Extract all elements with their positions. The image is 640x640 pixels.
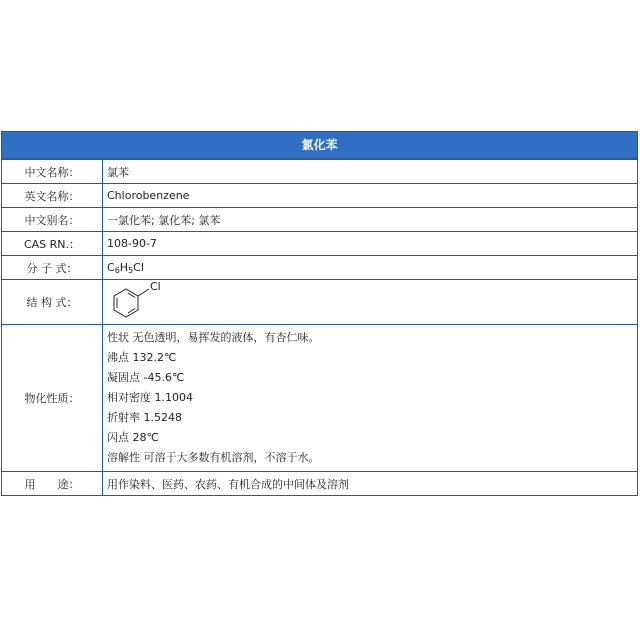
property-table	[1, 159, 638, 496]
label-properties: 物化性质：	[2, 325, 103, 472]
row-cas	[2, 232, 638, 256]
property-relative-density: 相对密度 1.1004	[107, 391, 193, 404]
label-alias: 中文别名：	[2, 208, 103, 232]
property-appearance: 性状 无色透明，易挥发的液体，有杏仁味。	[107, 331, 320, 344]
value-cas: 108-90-7	[103, 232, 638, 256]
row-formula	[2, 256, 638, 280]
chemical-info-sheet	[1, 131, 638, 496]
row-english-name	[2, 184, 638, 208]
c-cl-bond	[138, 289, 149, 296]
value-english-name: Chlorobenzene	[103, 184, 638, 208]
formula-h-count: 5	[128, 265, 134, 275]
property-boiling-point: 沸点 132.2℃	[107, 351, 177, 364]
row-alias	[2, 208, 638, 232]
value-formula	[103, 256, 638, 280]
label-structure: 结 构 式：	[2, 280, 103, 325]
label-chinese-name: 中文名称：	[2, 160, 103, 184]
formula-c: C	[107, 260, 115, 274]
value-alias: 一氯化苯; 氯化苯; 氯苯	[103, 208, 638, 232]
label-cas: CAS RN.：	[2, 232, 103, 256]
property-flash-point: 闪点 28℃	[107, 431, 159, 444]
formula-c-count: 6	[114, 265, 120, 275]
row-usage	[2, 472, 638, 496]
row-chinese-name	[2, 160, 638, 184]
property-refractive-index: 折射率 1.5248	[107, 411, 182, 424]
value-chinese-name: 氯苯	[103, 160, 638, 184]
row-structure	[2, 280, 638, 325]
benzene-ring	[114, 289, 138, 317]
formula-h: H	[119, 260, 129, 274]
property-freezing-point: 凝固点 -45.6℃	[107, 371, 185, 384]
chlorine-atom-label: Cl	[150, 281, 161, 293]
sheet-title: 氯化苯	[1, 131, 638, 159]
formula-cl: Cl	[133, 260, 144, 274]
value-usage: 用作染料、医药、农药、有机合成的中间体及溶剂	[103, 472, 638, 496]
benzene-ring-structure-diagram	[109, 281, 169, 323]
label-english-name: 英文名称：	[2, 184, 103, 208]
label-usage: 用 途：	[2, 472, 103, 496]
properties-list	[107, 325, 633, 471]
row-properties	[2, 325, 638, 472]
value-properties	[103, 325, 638, 472]
property-solubility: 溶解性 可溶于大多数有机溶剂，不溶于水。	[107, 451, 320, 464]
label-formula: 分 子 式：	[2, 256, 103, 280]
value-structure	[103, 280, 638, 325]
